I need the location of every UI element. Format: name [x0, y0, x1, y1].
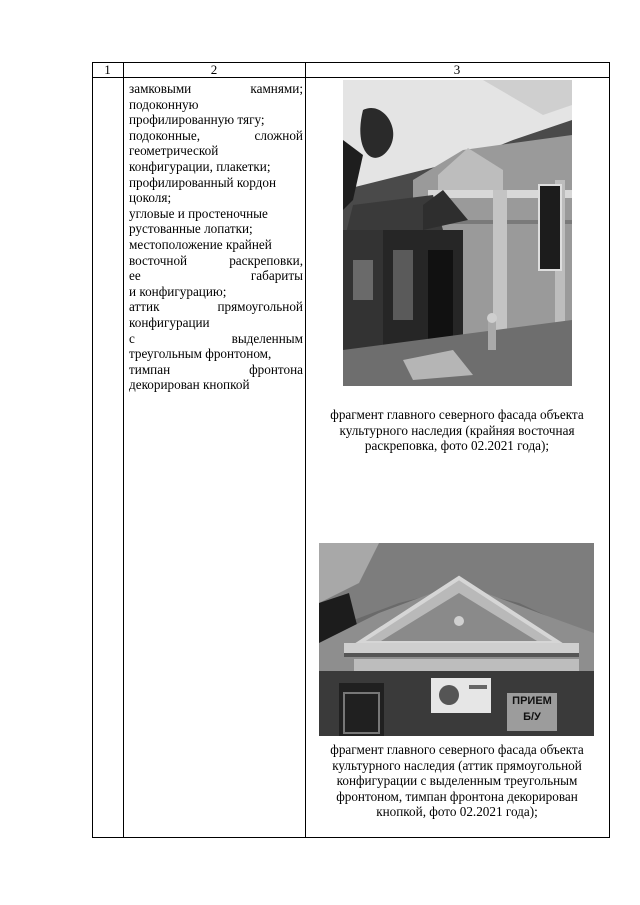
document-table [92, 62, 610, 838]
text-line: восточной раскреповки, [129, 252, 303, 268]
shop-sign-line-2: Б/У [523, 711, 541, 723]
text-line: ее габариты [129, 268, 303, 284]
text-line: местоположение крайней [129, 236, 272, 252]
caption-line: кнопкой, фото 02.2021 года); [376, 804, 538, 820]
text-line: аттик прямоугольной [129, 299, 303, 315]
facade-photo-attic-pediment [319, 543, 594, 736]
text-line: конфигурации [129, 314, 210, 330]
column-header-3: 3 [453, 62, 461, 77]
table-right-border [609, 62, 610, 838]
text-line: с выделенным [129, 330, 303, 346]
shop-sign [507, 693, 557, 731]
photo-caption-east-projection [305, 407, 609, 454]
caption-line: культурного наследия (крайняя восточная [339, 422, 575, 438]
caption-line: фрагмент главного северного фасада объекта [330, 742, 584, 757]
text-line: треугольным фронтоном, [129, 346, 272, 362]
shop-sign-line-1: ПРИЕМ [512, 695, 552, 707]
caption-line: конфигурации с выделенным треугольным [336, 773, 578, 789]
caption-line: культурного наследия (аттик прямоугольной [332, 757, 582, 773]
facade-photo-east-projection [343, 80, 572, 386]
column-divider-1 [123, 62, 124, 838]
facade-photo-east-projection-image [343, 80, 572, 386]
text-line: декорирован кнопкой [129, 377, 250, 393]
text-line: геометрической [129, 143, 219, 159]
table-bottom-border [92, 837, 610, 838]
header-row-border [92, 77, 610, 78]
caption-line: фрагмент главного северного фасада объекта [330, 407, 584, 422]
text-line: подоконную [129, 96, 199, 112]
caption-line: фронтоном, тимпан фронтона декорирован [336, 788, 578, 804]
text-line: профилированную тягу; [129, 112, 265, 128]
text-line: и конфигурацию; [129, 283, 227, 299]
text-line: подоконные, сложной [129, 127, 303, 143]
column-header-2: 2 [210, 62, 218, 77]
table-left-border [92, 62, 93, 838]
photo-caption-attic-pediment [305, 742, 609, 820]
column-header-1: 1 [104, 62, 111, 77]
text-line: цоколя; [129, 190, 172, 206]
caption-line: раскреповка, фото 02.2021 года); [364, 438, 550, 454]
text-line: конфигурации, плакетки; [129, 158, 271, 174]
text-line: профилированный кордон [129, 174, 277, 190]
description-text [129, 81, 303, 393]
text-line: угловые и простеночные [129, 205, 268, 221]
text-line: рустованные лопатки; [129, 221, 253, 237]
text-line: тимпан фронтона [129, 361, 303, 377]
text-line: замковыми камнями; [129, 81, 303, 96]
